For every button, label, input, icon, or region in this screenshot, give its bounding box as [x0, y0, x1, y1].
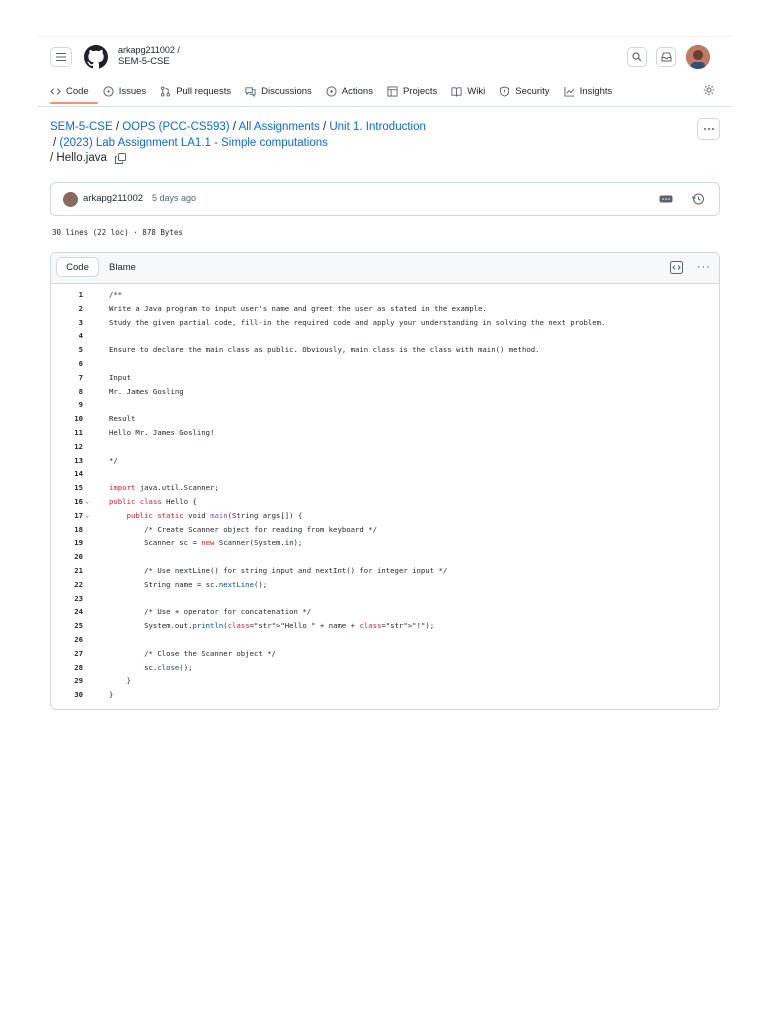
- line-number[interactable]: 12: [74, 441, 83, 451]
- more-options-button[interactable]: [697, 118, 720, 140]
- code-text: Scanner sc = new Scanner(System.in);: [109, 538, 303, 548]
- code-line: [51, 523, 719, 537]
- code-line: [51, 288, 719, 302]
- code-line: [51, 661, 719, 675]
- gear-icon[interactable]: [703, 84, 715, 96]
- inbox-icon: [661, 52, 672, 62]
- code-line: [51, 343, 719, 357]
- code-line: [51, 385, 719, 399]
- line-number[interactable]: 22: [74, 579, 83, 589]
- active-tab-indicator: [50, 102, 98, 104]
- code-text: /**: [109, 290, 123, 299]
- commit-message-toggle-icon[interactable]: [659, 195, 673, 203]
- code-text: /* Use nextLine() for string input and nextInt() for integer input */: [109, 565, 448, 575]
- code-text: Ensure to declare the main class as public. Obviously, main class is the class with main() method.: [109, 345, 540, 355]
- tab-code-label: Code: [66, 85, 89, 97]
- header-divider: [38, 106, 732, 107]
- copy-icon[interactable]: [115, 153, 126, 164]
- breadcrumb-link-oops[interactable]: OOPS (PCC-CS593): [122, 121, 230, 133]
- code-text: import java.util.Scanner;: [109, 483, 219, 493]
- code-line: [51, 454, 719, 468]
- code-line: [51, 398, 719, 412]
- line-number[interactable]: 16: [74, 496, 83, 506]
- code-line: [51, 619, 719, 633]
- line-number[interactable]: 14: [74, 469, 83, 479]
- code-line: [51, 426, 719, 440]
- line-number[interactable]: 2: [78, 303, 83, 313]
- tab-issues[interactable]: [103, 86, 146, 97]
- line-number[interactable]: 27: [74, 648, 83, 658]
- breadcrumb-separator: /: [232, 121, 236, 133]
- line-number[interactable]: 21: [74, 565, 83, 575]
- code-line: [51, 509, 719, 523]
- code-text: System.out.println(class="str">"Hello " + name + class="str">"!");: [109, 621, 435, 631]
- code-text: Write a Java program to input user's name and greet the user as stated in the example.: [109, 303, 487, 313]
- code-text: */: [109, 455, 118, 465]
- code-line: [51, 674, 719, 688]
- line-number[interactable]: 28: [74, 662, 83, 672]
- tab-discussions[interactable]: [245, 86, 312, 97]
- search-icon: [632, 52, 642, 62]
- breadcrumb: [50, 119, 690, 151]
- tab-issues-label: Issues: [118, 85, 147, 97]
- code-line: [51, 495, 719, 509]
- search-button[interactable]: [627, 47, 647, 67]
- line-number[interactable]: 17: [74, 510, 83, 520]
- code-line: [51, 633, 719, 647]
- line-number[interactable]: 20: [74, 552, 83, 562]
- code-text: public class Hello {: [109, 496, 197, 506]
- repo-nav-tabs: [50, 80, 626, 102]
- code-line: [51, 564, 719, 578]
- issue-icon: [103, 86, 114, 97]
- chevron-down-icon[interactable]: ⌄: [85, 510, 90, 519]
- raw-file-icon[interactable]: [670, 261, 683, 274]
- kebab-horizontal-icon: [703, 127, 715, 131]
- line-number[interactable]: 18: [74, 524, 83, 534]
- line-number[interactable]: 24: [74, 607, 83, 617]
- latest-commit-box: [50, 182, 720, 216]
- blame-view-button[interactable]: Blame: [109, 262, 136, 273]
- chevron-down-icon[interactable]: ⌄: [85, 496, 90, 505]
- line-number[interactable]: 19: [74, 538, 83, 548]
- code-line: [51, 302, 719, 316]
- file-name: / Hello.java: [50, 152, 107, 164]
- tab-actions-label: Actions: [341, 85, 373, 97]
- line-number[interactable]: 10: [74, 414, 83, 424]
- file-info: 30 lines (22 loc) · 878 Bytes: [52, 228, 183, 237]
- repo-title: [118, 44, 180, 68]
- graph-icon: [564, 86, 575, 97]
- line-number[interactable]: 23: [74, 593, 83, 603]
- history-icon[interactable]: [691, 192, 705, 206]
- code-text: /* Use + operator for concatenation */: [109, 607, 312, 617]
- pull-request-icon: [160, 86, 171, 97]
- code-text: /* Create Scanner object for reading from keyboard */: [109, 524, 377, 534]
- tab-wiki-label: Wiki: [467, 85, 486, 97]
- code-line: [51, 467, 719, 481]
- code-line: [51, 550, 719, 564]
- line-number[interactable]: 4: [78, 331, 83, 341]
- code-icon: [50, 86, 61, 97]
- breadcrumb-link-assignments[interactable]: All Assignments: [238, 121, 320, 133]
- shield-icon: [499, 86, 510, 97]
- code-line: [51, 578, 719, 592]
- line-number[interactable]: 6: [78, 358, 83, 368]
- code-lines: [51, 288, 719, 702]
- line-number[interactable]: 3: [78, 317, 83, 327]
- code-text: /* Close the Scanner object */: [109, 648, 276, 658]
- code-text: }: [109, 676, 131, 686]
- code-text: Mr. James Gosling: [109, 386, 184, 396]
- code-text: sc.close();: [109, 662, 193, 672]
- repo-owner-link[interactable]: arkapg211002 /: [118, 45, 180, 55]
- tab-security-label: Security: [515, 85, 550, 97]
- top-border: [38, 36, 732, 38]
- breadcrumb-link-lab[interactable]: (2023) Lab Assignment LA1.1 - Simple computations: [59, 137, 328, 149]
- play-icon: [326, 86, 337, 97]
- line-number[interactable]: 11: [74, 427, 83, 437]
- line-number[interactable]: 5: [78, 345, 83, 355]
- line-number[interactable]: 25: [74, 621, 83, 631]
- code-line: [51, 592, 719, 606]
- github-logo-icon[interactable]: [84, 45, 108, 69]
- line-number[interactable]: 8: [78, 386, 83, 396]
- breadcrumb-separator: /: [115, 121, 120, 133]
- tab-code[interactable]: [50, 86, 89, 97]
- code-line: [51, 316, 719, 330]
- code-line: [51, 688, 719, 702]
- tab-wiki[interactable]: [451, 86, 485, 97]
- code-line: [51, 329, 719, 343]
- tab-insights-label: Insights: [579, 85, 613, 97]
- tab-discussions-label: Discussions: [261, 85, 312, 97]
- code-line: [51, 412, 719, 426]
- breadcrumb-link-repo[interactable]: SEM-5-CSE: [50, 121, 113, 133]
- code-text: Study the given partial code, fill-in the required code and apply your understanding in solving the next problem.: [109, 317, 606, 327]
- tab-pull-requests[interactable]: [160, 86, 231, 97]
- avatar-image-icon: [686, 45, 710, 69]
- code-text: Input: [109, 372, 131, 382]
- code-text: Result: [109, 414, 136, 424]
- tab-actions[interactable]: [326, 86, 373, 97]
- user-avatar[interactable]: [686, 45, 710, 69]
- breadcrumb-link-unit[interactable]: Unit 1. Introduction: [329, 121, 426, 133]
- tab-pull-requests-label: Pull requests: [176, 85, 232, 97]
- code-text: Hello Mr. James Gosling!: [109, 427, 215, 437]
- code-line: [51, 481, 719, 495]
- discussion-icon: [245, 86, 256, 97]
- inbox-button[interactable]: [656, 47, 676, 67]
- line-number[interactable]: 30: [74, 690, 83, 700]
- breadcrumb-separator: /: [322, 121, 327, 133]
- code-line: [51, 647, 719, 661]
- hamburger-icon: [56, 53, 66, 61]
- book-icon: [451, 86, 462, 97]
- file-path: [50, 152, 126, 164]
- line-number[interactable]: 9: [78, 400, 83, 410]
- table-icon: [387, 86, 398, 97]
- code-text: String name = sc.nextLine();: [109, 579, 268, 589]
- tab-security[interactable]: [499, 86, 549, 97]
- code-text: }: [109, 690, 114, 700]
- breadcrumb-separator: /: [53, 137, 57, 149]
- line-number[interactable]: 1: [78, 290, 83, 299]
- repo-name-link[interactable]: SEM-5-CSE: [118, 56, 170, 67]
- menu-button[interactable]: [50, 47, 72, 67]
- line-number[interactable]: 29: [74, 676, 83, 686]
- code-line: [51, 536, 719, 550]
- code-line: [51, 357, 719, 371]
- code-line: [51, 371, 719, 385]
- tab-projects-label: Projects: [402, 85, 438, 97]
- line-number[interactable]: 26: [74, 634, 83, 644]
- code-text: public static void main(String args[]) {: [126, 510, 303, 520]
- tab-insights[interactable]: [564, 86, 613, 97]
- line-number[interactable]: 15: [74, 483, 83, 493]
- commit-author[interactable]: arkapg211002: [83, 193, 144, 204]
- line-number[interactable]: 7: [78, 372, 83, 382]
- commit-author-avatar[interactable]: [63, 192, 78, 207]
- commit-time: 5 days ago: [152, 193, 197, 203]
- line-number[interactable]: 13: [74, 455, 83, 465]
- code-header: [51, 253, 719, 284]
- code-more-options-icon[interactable]: ···: [697, 261, 711, 273]
- tab-projects[interactable]: [387, 86, 437, 97]
- code-line: [51, 440, 719, 454]
- code-view-button[interactable]: Code: [56, 257, 99, 277]
- code-line: [51, 605, 719, 619]
- code-viewer: [50, 252, 720, 710]
